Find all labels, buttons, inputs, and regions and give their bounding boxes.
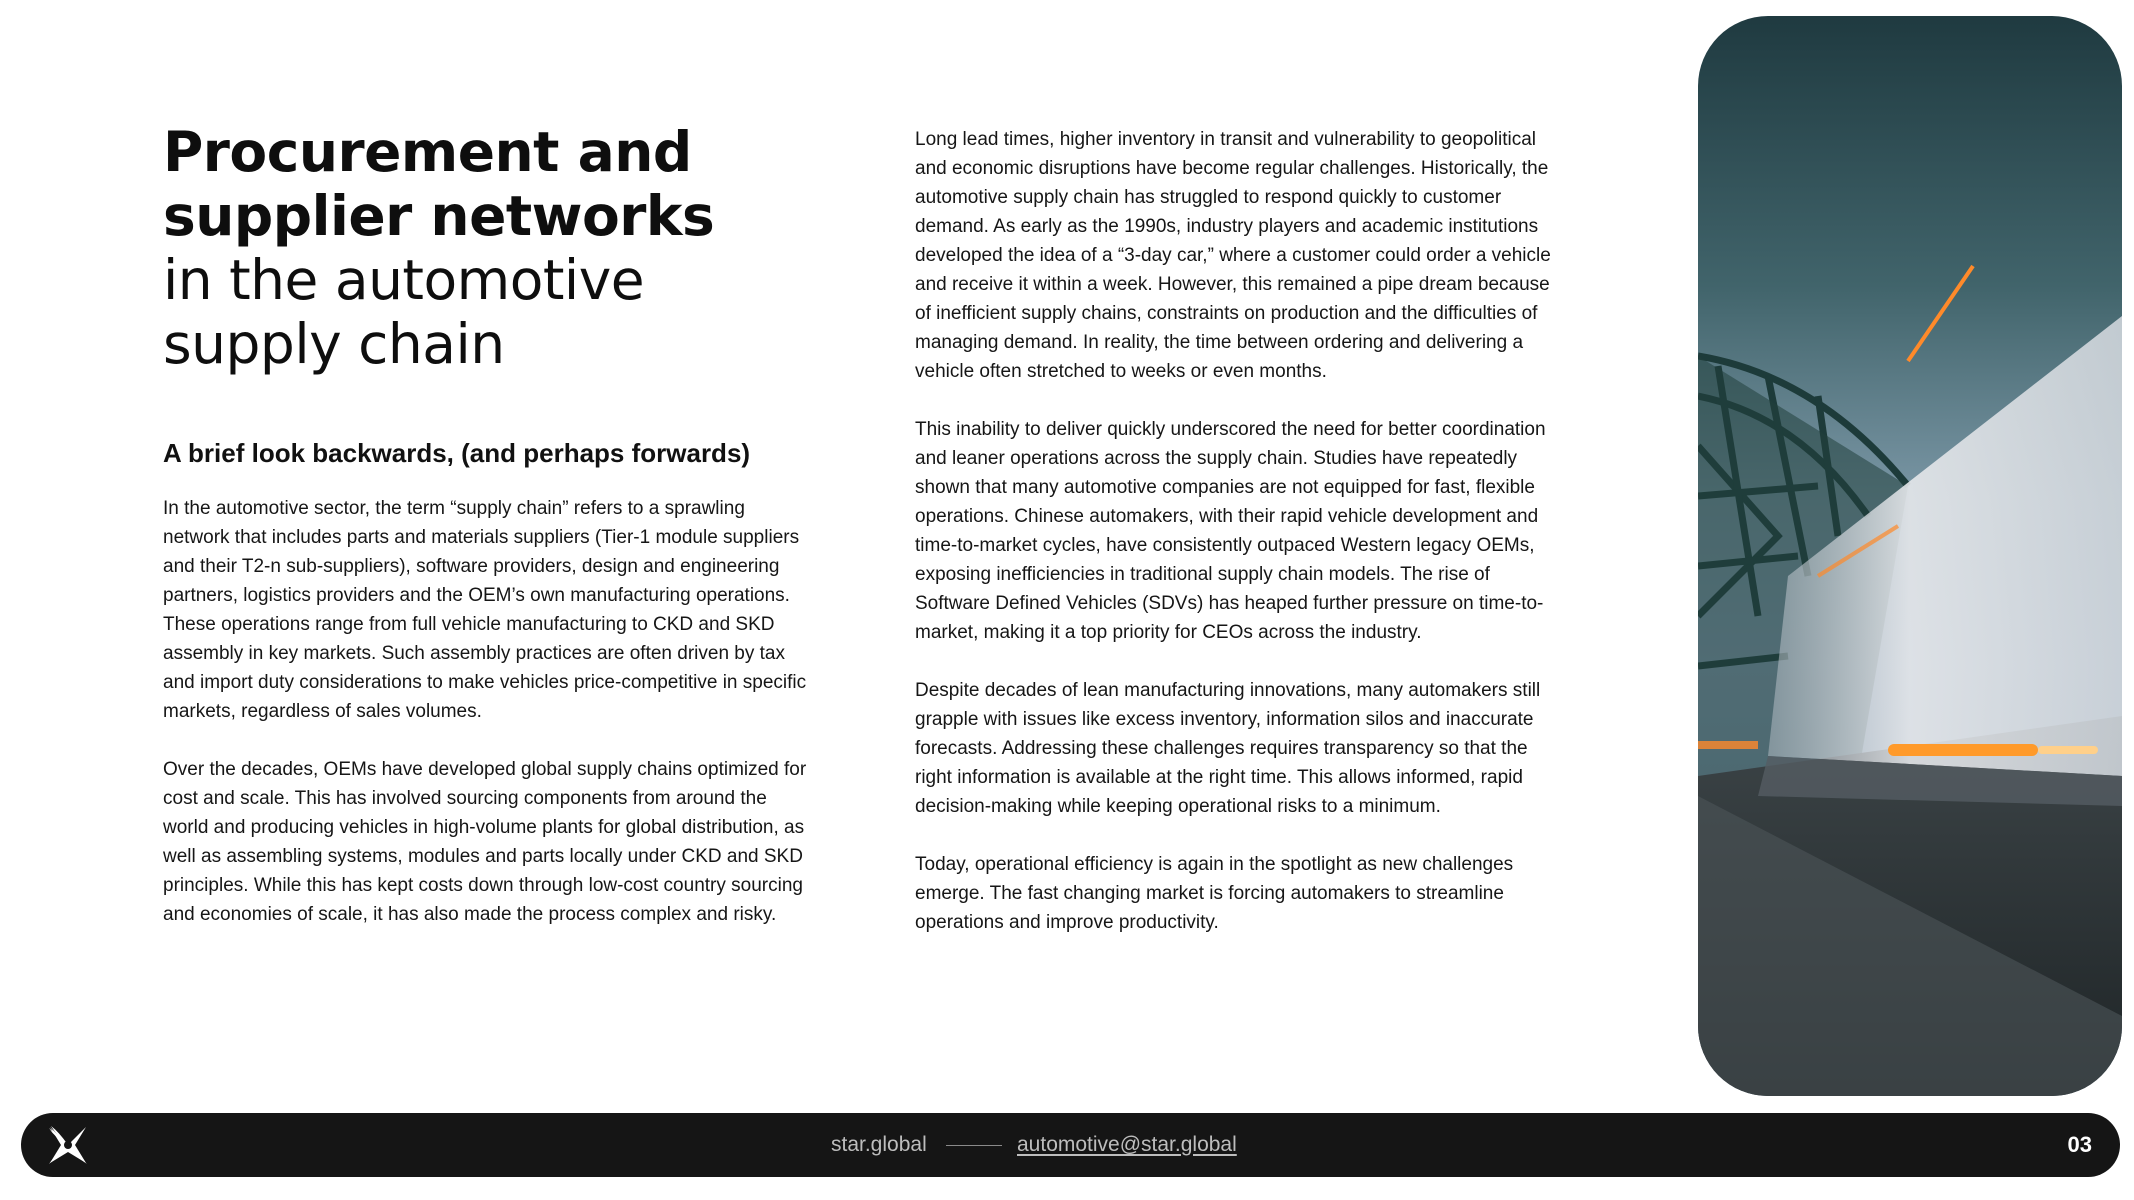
paragraph: Over the decades, OEMs have developed global supply chains optimized for cost and scale. This has involved sourcing components from around the world and producing vehicles in high-volume plants for global distribution, as well as assembling systems, modules and parts locally under CKD and SKD principles. While this has kept costs down through low-cost country sourcing and economies of scale, it has also made the process complex and risky.	[163, 759, 807, 925]
right-text-column	[915, 125, 1560, 966]
page-number: 03	[2067, 1132, 2092, 1157]
paragraph: Today, operational efficiency is again in the spotlight as new challenges emerge. The fast changing market is forcing automakers to streamline operations and improve productivity.	[915, 854, 1514, 933]
footer-bar	[21, 1113, 2120, 1177]
title-line-1: Procurement and	[163, 120, 692, 184]
paragraph: In the automotive sector, the term “supply chain” refers to a sprawling network that includes parts and materials suppliers (Tier-1 module suppliers and their T2-n sub-suppliers), software providers, design and engineering partners, logistics providers and the OEM’s own manufacturing operations. These operations range from full vehicle manufacturing to CKD and SKD assembly in key markets. Such assembly practices are often driven by tax and import duty considerations to make vehicles price-competitive in specific markets, regardless of sales volumes.	[163, 498, 807, 722]
truck-bridge-photo	[1698, 16, 2122, 1096]
section-subheading: A brief look backwards, (and perhaps forwards)	[163, 438, 751, 468]
title-line-2: supplier networks	[163, 184, 715, 248]
paragraph: This inability to deliver quickly underscored the need for better coordination and leaner operations across the supply chain. Studies have repeatedly shown that many automotive companies are not equipped for fast, flexible operations. Chinese automakers, with their rapid vehicle development and time-to-market cycles, have consistently outpaced Western legacy OEMs, exposing inefficiencies in traditional supply chain models. The rise of Software Defined Vehicles (SDVs) has heaped further pressure on time-to-market, making it a top priority for CEOs across the industry.	[915, 419, 1546, 643]
page-title	[163, 120, 883, 376]
footer-divider	[946, 1145, 1002, 1146]
paragraph: Long lead times, higher inventory in transit and vulnerability to geopolitical and economic disruptions have become regular challenges. Historically, the automotive supply chain has struggled to respond quickly to customer demand. As early as the 1990s, industry players and academic institutions developed the idea of a “3-day car,” where a customer could order a vehicle and receive it within a week. However, this remained a pipe dream because of inefficient supply chains, constraints on production and the difficulties of managing demand. In reality, the time between ordering and delivering a vehicle often stretched to weeks or even months.	[915, 129, 1551, 382]
paragraph: Despite decades of lean manufacturing innovations, many automakers still grapple with issues like excess inventory, information silos and inaccurate forecasts. Addressing these challenges requires transparency so that the right information is available at the right time. This allows informed, rapid decision-making while keeping operational risks to a minimum.	[915, 680, 1541, 817]
footer-site-link[interactable]: star.global	[831, 1133, 927, 1156]
star-logo-icon[interactable]	[47, 1124, 89, 1166]
footer-email-link[interactable]: automotive@star.global	[1017, 1133, 1237, 1156]
left-text-column	[163, 494, 811, 958]
title-line-3: in the automotive	[163, 248, 645, 312]
title-line-4: supply chain	[163, 312, 505, 376]
